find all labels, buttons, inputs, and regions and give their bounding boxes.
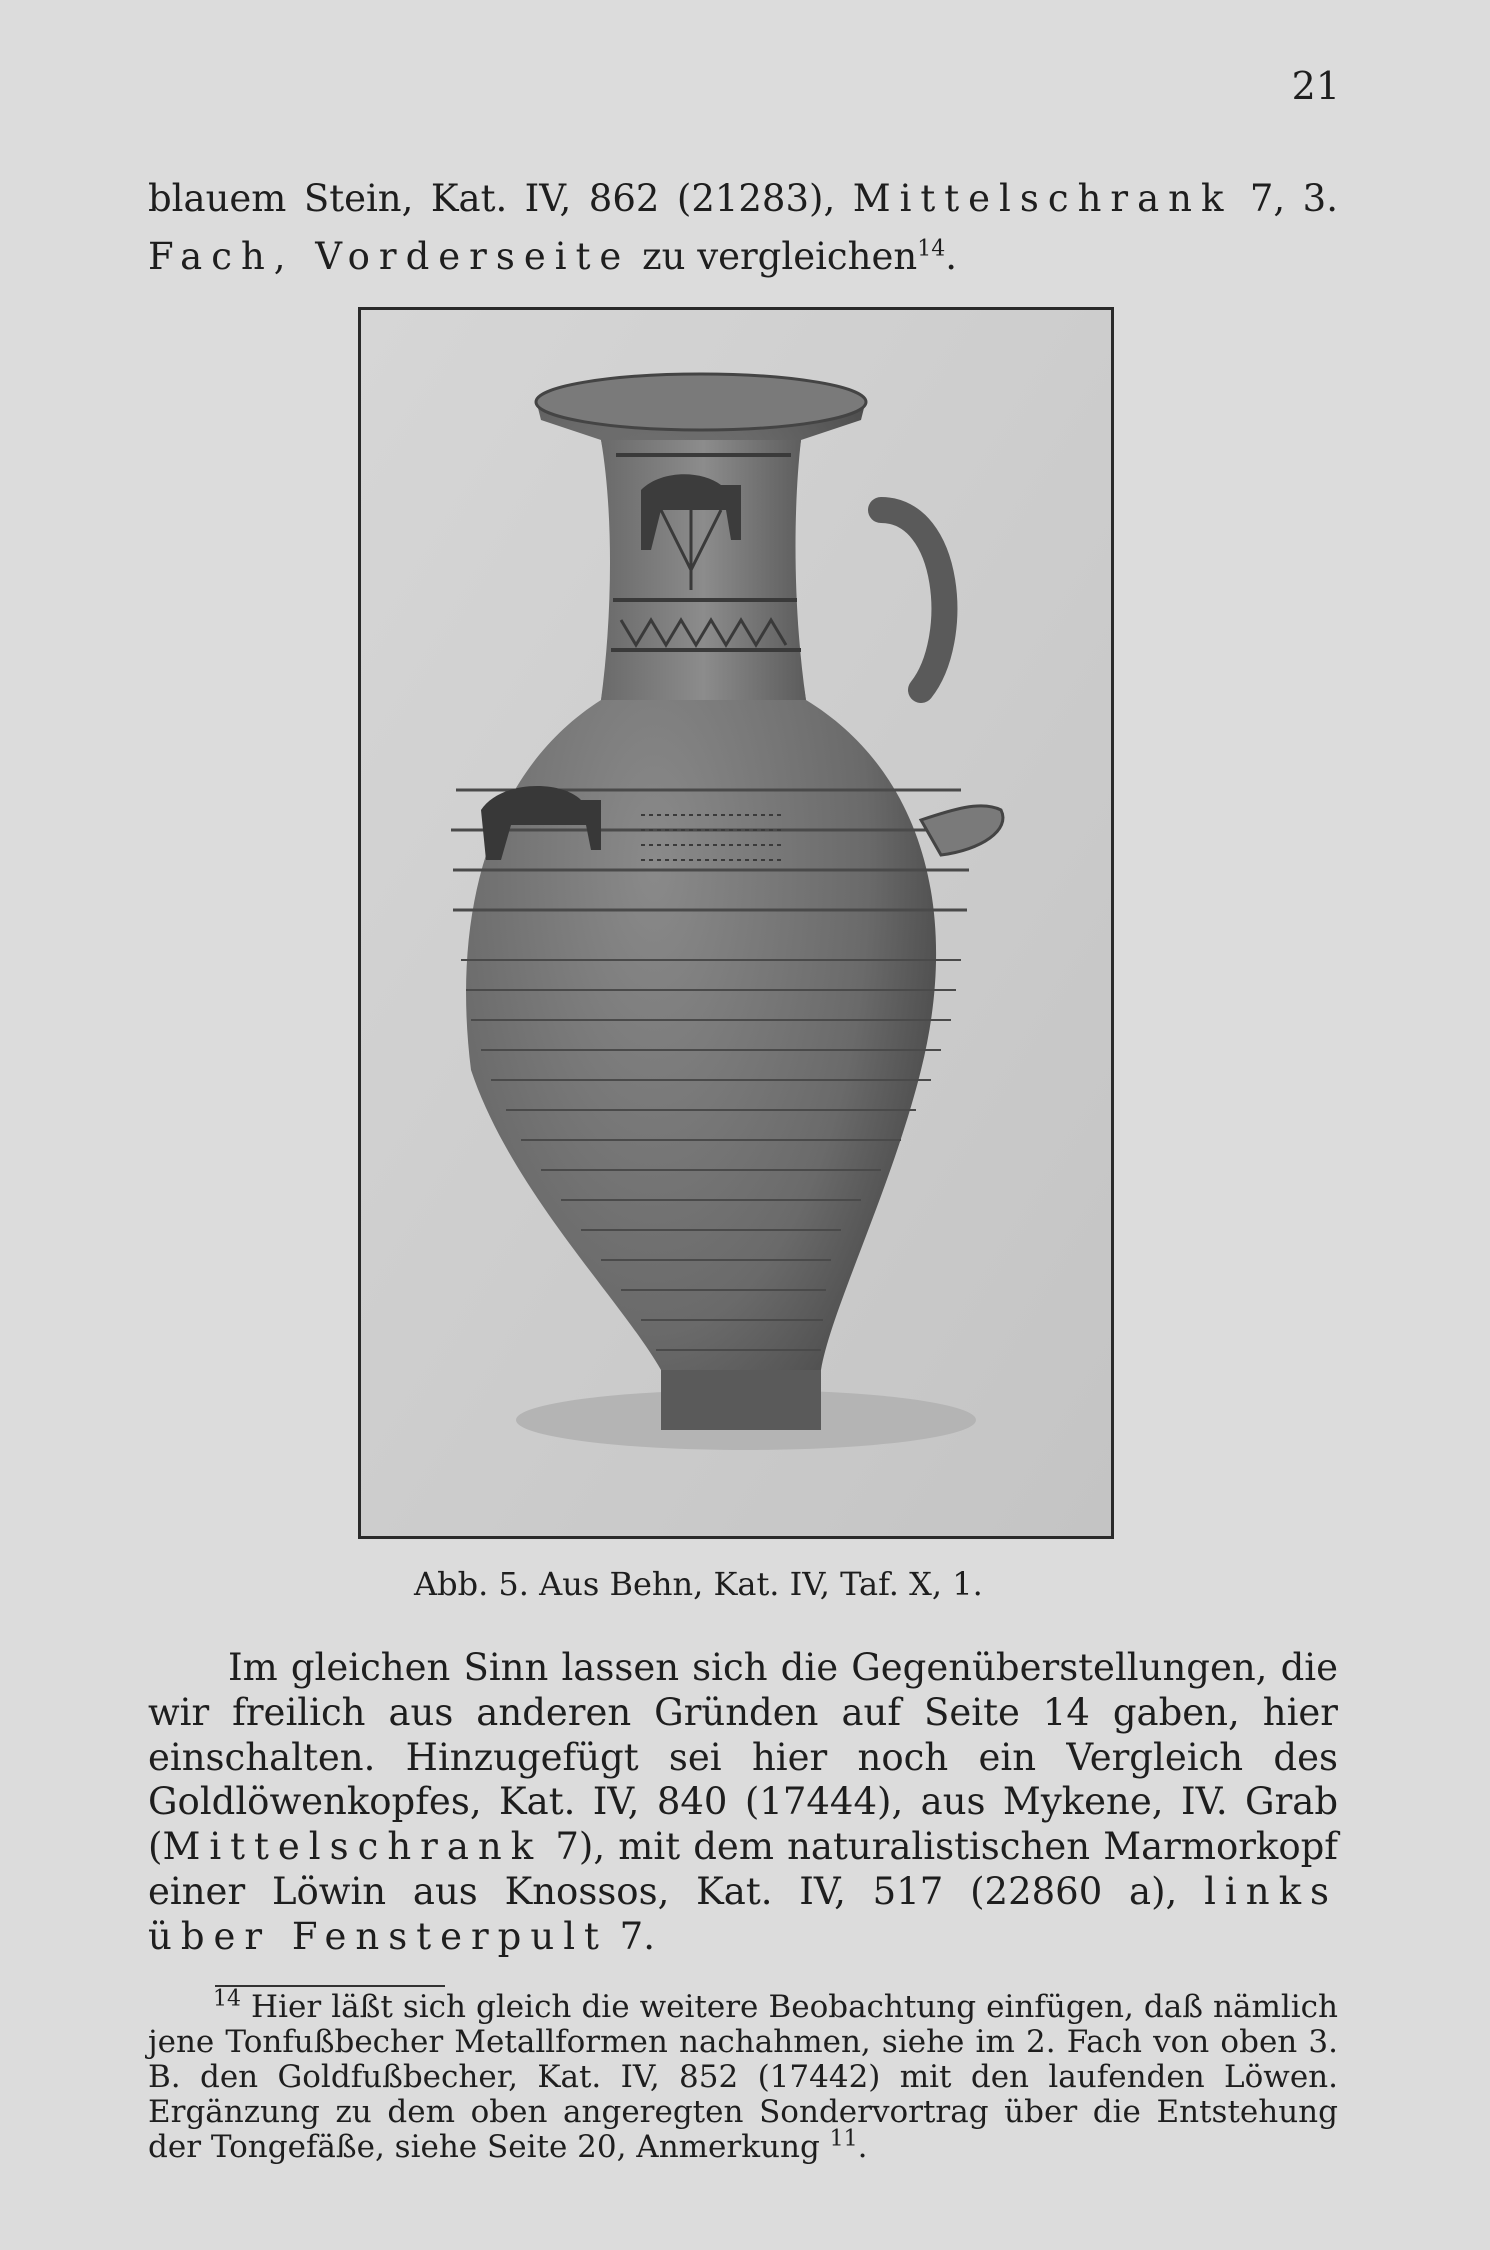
footnote-ref: 11: [829, 2126, 858, 2152]
footnote-number: 14: [213, 1986, 241, 2012]
vase-foot: [661, 1370, 821, 1430]
header-text-2: 7, 3.: [1232, 177, 1338, 220]
body-emph-2: links über Fensterpult: [148, 1869, 1338, 1958]
body-paragraph: [148, 1646, 1338, 1960]
amphora-photo: [361, 310, 1111, 1536]
body-text-1: Im gleichen Sinn lassen sich die Gegenüberstellungen, die wir freilich aus anderen Gründen auf Seite 14 gaben, hier einschalten. Hinzugefügt sei hier noch ein Vergleich des Goldlöwenkopfes, Kat. IV, 840 (17444), aus Mykene, IV. Grab (: [148, 1646, 1338, 1869]
figure-photo-frame: [358, 307, 1114, 1539]
body-text-3: 7.: [607, 1914, 655, 1958]
footnote-divider: [215, 1985, 445, 1987]
footnote-text-2: .: [857, 2129, 868, 2165]
figure-caption: Abb. 5. Aus Behn, Kat. IV, Taf. X, 1.: [414, 1565, 983, 1603]
footnote: [148, 1986, 1338, 2165]
page-number: 21: [1291, 64, 1340, 108]
header-text-3: zu vergleichen: [630, 235, 918, 278]
header-emph-2: Fach, Vorderseite: [148, 235, 631, 278]
vase-rim: [536, 374, 866, 430]
footnote-reference: 14: [917, 236, 946, 262]
body-emph-1: Mittelschrank: [162, 1825, 543, 1869]
body-text-2: 7), mit dem naturalistischen Marmorkopf einer Löwin aus Knossos, Kat. IV, 517 (22860 a),: [148, 1825, 1338, 1913]
header-emph-1: Mittelschrank: [852, 177, 1233, 220]
header-paragraph: [148, 170, 1338, 286]
header-text-4: .: [945, 235, 957, 278]
header-text-1: blauem Stein, Kat. IV, 862 (21283),: [148, 177, 853, 220]
footnote-text-1: Hier läßt sich gleich die weitere Beobachtung einfügen, daß nämlich jene Tonfußbecher Metallformen nachahmen, siehe im 2. Fach von oben 3. B. den Goldfußbecher, Kat. IV, 852 (17442) mit den laufenden Löwen. Ergänzung zu dem oben angeregten Sondervortrag über die Entstehung der Tongefäße, siehe Seite 20, Anmerkung: [148, 1989, 1338, 2165]
